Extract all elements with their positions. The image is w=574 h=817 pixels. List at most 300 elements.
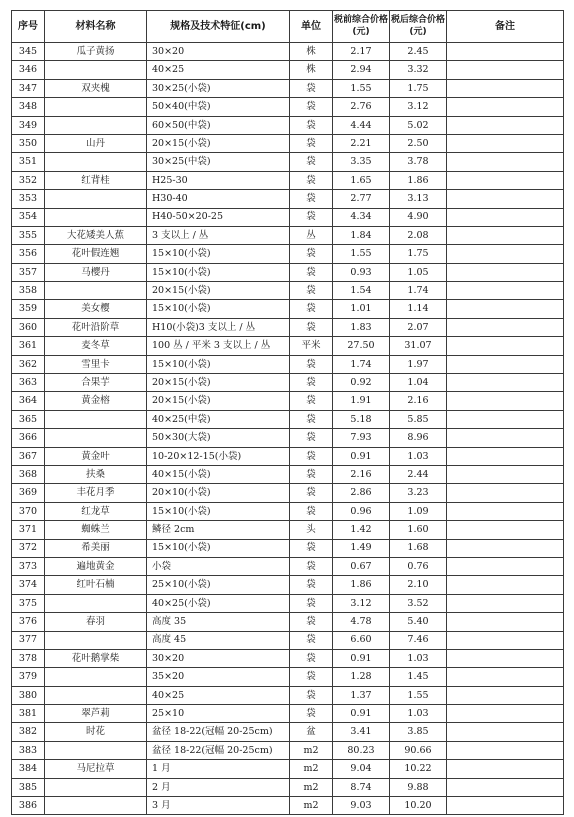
pretax-price: 1.86 [333, 576, 390, 594]
spec-cell: H10(小袋)3 支以上 / 丛 [147, 318, 290, 336]
material-name: 美女樱 [45, 300, 147, 318]
unit-cell: 袋 [290, 484, 333, 502]
aftertax-price: 1.03 [390, 705, 447, 723]
note-cell [447, 410, 564, 428]
row-number: 364 [12, 392, 45, 410]
unit-cell: 袋 [290, 374, 333, 392]
material-name: 山丹 [45, 134, 147, 152]
pretax-price: 0.96 [333, 502, 390, 520]
material-name: 红龙草 [45, 502, 147, 520]
aftertax-price: 3.12 [390, 98, 447, 116]
note-cell [447, 668, 564, 686]
row-number: 385 [12, 778, 45, 796]
spec-cell: 25×10(小袋) [147, 576, 290, 594]
note-cell [447, 263, 564, 281]
pretax-price: 80.23 [333, 741, 390, 759]
note-cell [447, 686, 564, 704]
header-pretax-unit: (元) [352, 26, 370, 37]
material-name: 黄金榕 [45, 392, 147, 410]
aftertax-price: 31.07 [390, 337, 447, 355]
row-number: 358 [12, 282, 45, 300]
aftertax-price: 1.86 [390, 171, 447, 189]
spec-cell: 30×20 [147, 649, 290, 667]
note-cell [447, 61, 564, 79]
table-row [12, 374, 564, 392]
spec-cell: 15×10(小袋) [147, 539, 290, 557]
unit-cell: 袋 [290, 318, 333, 336]
row-number: 384 [12, 760, 45, 778]
spec-cell: 50×30(大袋) [147, 429, 290, 447]
aftertax-price: 2.10 [390, 576, 447, 594]
unit-cell: 袋 [290, 613, 333, 631]
material-name: 花叶沿阶草 [45, 318, 147, 336]
pretax-price: 1.55 [333, 79, 390, 97]
table-row [12, 355, 564, 373]
note-cell [447, 778, 564, 796]
aftertax-price: 4.90 [390, 208, 447, 226]
spec-cell: H30-40 [147, 190, 290, 208]
pretax-price: 27.50 [333, 337, 390, 355]
material-name: 扶桑 [45, 465, 147, 483]
spec-cell: 小袋 [147, 557, 290, 575]
note-cell [447, 631, 564, 649]
spec-cell: 高度 45 [147, 631, 290, 649]
note-cell [447, 208, 564, 226]
aftertax-price: 2.45 [390, 43, 447, 61]
material-name [45, 410, 147, 428]
aftertax-price: 7.46 [390, 631, 447, 649]
aftertax-price: 1.55 [390, 686, 447, 704]
spec-cell: 10-20×12-15(小袋) [147, 447, 290, 465]
table-row [12, 392, 564, 410]
table-row [12, 208, 564, 226]
header-name: 材料名称 [45, 11, 147, 43]
table-row [12, 171, 564, 189]
aftertax-price: 1.14 [390, 300, 447, 318]
pretax-price: 2.16 [333, 465, 390, 483]
note-cell [447, 79, 564, 97]
row-number: 362 [12, 355, 45, 373]
pretax-price: 1.83 [333, 318, 390, 336]
note-cell [447, 429, 564, 447]
material-name: 双夹槐 [45, 79, 147, 97]
aftertax-price: 1.75 [390, 79, 447, 97]
unit-cell: 袋 [290, 116, 333, 134]
unit-cell: 袋 [290, 594, 333, 612]
aftertax-price: 2.08 [390, 226, 447, 244]
pretax-price: 0.93 [333, 263, 390, 281]
unit-cell: 丛 [290, 226, 333, 244]
note-cell [447, 282, 564, 300]
pretax-price: 1.55 [333, 245, 390, 263]
table-row [12, 79, 564, 97]
material-name: 黄金叶 [45, 447, 147, 465]
aftertax-price: 1.60 [390, 521, 447, 539]
unit-cell: 袋 [290, 282, 333, 300]
unit-cell: 袋 [290, 465, 333, 483]
material-name [45, 153, 147, 171]
row-number: 374 [12, 576, 45, 594]
pretax-price: 4.78 [333, 613, 390, 631]
material-name: 蜘蛛兰 [45, 521, 147, 539]
spec-cell: 100 丛 / 平米 3 支以上 / 丛 [147, 337, 290, 355]
unit-cell: 袋 [290, 134, 333, 152]
table-row [12, 245, 564, 263]
unit-cell: 袋 [290, 79, 333, 97]
material-name: 马樱丹 [45, 263, 147, 281]
note-cell [447, 797, 564, 815]
row-number: 363 [12, 374, 45, 392]
spec-cell: 60×50(中袋) [147, 116, 290, 134]
material-name [45, 282, 147, 300]
header-pretax-price [333, 11, 390, 43]
aftertax-price: 1.03 [390, 649, 447, 667]
table-row [12, 778, 564, 796]
pretax-price: 6.60 [333, 631, 390, 649]
row-number: 366 [12, 429, 45, 447]
material-name: 大花矮美人蕉 [45, 226, 147, 244]
pretax-price: 1.65 [333, 171, 390, 189]
material-name [45, 741, 147, 759]
note-cell [447, 741, 564, 759]
material-name: 雪里卡 [45, 355, 147, 373]
table-row [12, 668, 564, 686]
row-number: 378 [12, 649, 45, 667]
table-row [12, 557, 564, 575]
material-name: 红叶石楠 [45, 576, 147, 594]
table-row [12, 190, 564, 208]
material-name: 希美丽 [45, 539, 147, 557]
unit-cell: 袋 [290, 300, 333, 318]
note-cell [447, 190, 564, 208]
row-number: 350 [12, 134, 45, 152]
aftertax-price: 2.16 [390, 392, 447, 410]
spec-cell: 15×10(小袋) [147, 300, 290, 318]
unit-cell: 袋 [290, 705, 333, 723]
header-aftertax-unit: (元) [409, 26, 427, 37]
material-name [45, 61, 147, 79]
row-number: 379 [12, 668, 45, 686]
material-name [45, 631, 147, 649]
unit-cell: 袋 [290, 429, 333, 447]
material-name: 遍地黄金 [45, 557, 147, 575]
table-row [12, 686, 564, 704]
row-number: 380 [12, 686, 45, 704]
aftertax-price: 3.52 [390, 594, 447, 612]
pretax-price: 0.91 [333, 447, 390, 465]
spec-cell: 30×25(中袋) [147, 153, 290, 171]
table-row [12, 153, 564, 171]
spec-cell: 40×15(小袋) [147, 465, 290, 483]
row-number: 349 [12, 116, 45, 134]
aftertax-price: 10.20 [390, 797, 447, 815]
note-cell [447, 374, 564, 392]
aftertax-price: 3.78 [390, 153, 447, 171]
unit-cell: 盆 [290, 723, 333, 741]
material-name [45, 429, 147, 447]
spec-cell: 40×25(小袋) [147, 594, 290, 612]
row-number: 351 [12, 153, 45, 171]
note-cell [447, 613, 564, 631]
row-number: 360 [12, 318, 45, 336]
spec-cell: 40×25 [147, 686, 290, 704]
row-number: 386 [12, 797, 45, 815]
spec-cell: 15×10(小袋) [147, 502, 290, 520]
spec-cell: 20×15(小袋) [147, 134, 290, 152]
header-no: 序号 [12, 11, 45, 43]
header-pretax-label: 税前综合价格 [333, 15, 388, 26]
note-cell [447, 337, 564, 355]
pretax-price: 5.18 [333, 410, 390, 428]
note-cell [447, 245, 564, 263]
aftertax-price: 1.04 [390, 374, 447, 392]
note-cell [447, 760, 564, 778]
row-number: 383 [12, 741, 45, 759]
aftertax-price: 5.40 [390, 613, 447, 631]
pretax-price: 2.77 [333, 190, 390, 208]
unit-cell: 袋 [290, 447, 333, 465]
aftertax-price: 2.50 [390, 134, 447, 152]
unit-cell: 袋 [290, 171, 333, 189]
table-row [12, 116, 564, 134]
note-cell [447, 171, 564, 189]
row-number: 353 [12, 190, 45, 208]
table-row [12, 797, 564, 815]
unit-cell: 头 [290, 521, 333, 539]
spec-cell: 鳞径 2cm [147, 521, 290, 539]
table-row [12, 337, 564, 355]
note-cell [447, 723, 564, 741]
table-row [12, 613, 564, 631]
header-aftertax-price [390, 11, 447, 43]
note-cell [447, 447, 564, 465]
pretax-price: 8.74 [333, 778, 390, 796]
row-number: 371 [12, 521, 45, 539]
pretax-price: 1.91 [333, 392, 390, 410]
table-row [12, 502, 564, 520]
pretax-price: 9.04 [333, 760, 390, 778]
table-row [12, 98, 564, 116]
material-name: 花叶鹅掌柴 [45, 649, 147, 667]
aftertax-price: 1.09 [390, 502, 447, 520]
note-cell [447, 43, 564, 61]
row-number: 372 [12, 539, 45, 557]
aftertax-price: 90.66 [390, 741, 447, 759]
table-row [12, 465, 564, 483]
unit-cell: 袋 [290, 631, 333, 649]
aftertax-price: 2.07 [390, 318, 447, 336]
spec-cell: 2 月 [147, 778, 290, 796]
table-row [12, 521, 564, 539]
row-number: 345 [12, 43, 45, 61]
pretax-price: 4.44 [333, 116, 390, 134]
spec-cell: 20×15(小袋) [147, 374, 290, 392]
spec-cell: 盆径 18-22(冠幅 20-25cm) [147, 723, 290, 741]
material-name [45, 797, 147, 815]
material-name: 瓜子黄扬 [45, 43, 147, 61]
aftertax-price: 10.22 [390, 760, 447, 778]
aftertax-price: 2.44 [390, 465, 447, 483]
aftertax-price: 9.88 [390, 778, 447, 796]
aftertax-price: 1.05 [390, 263, 447, 281]
row-number: 365 [12, 410, 45, 428]
unit-cell: 袋 [290, 392, 333, 410]
spec-cell: 50×40(中袋) [147, 98, 290, 116]
unit-cell: m2 [290, 778, 333, 796]
row-number: 359 [12, 300, 45, 318]
spec-cell: 20×15(小袋) [147, 282, 290, 300]
material-name: 翠芦莉 [45, 705, 147, 723]
spec-cell: 盆径 18-22(冠幅 20-25cm) [147, 741, 290, 759]
table-row [12, 631, 564, 649]
unit-cell: m2 [290, 797, 333, 815]
unit-cell: 袋 [290, 245, 333, 263]
note-cell [447, 116, 564, 134]
unit-cell: 袋 [290, 410, 333, 428]
table-row [12, 134, 564, 152]
material-name [45, 778, 147, 796]
aftertax-price: 1.45 [390, 668, 447, 686]
note-cell [447, 98, 564, 116]
table-row [12, 705, 564, 723]
unit-cell: 袋 [290, 576, 333, 594]
unit-cell: 袋 [290, 355, 333, 373]
row-number: 368 [12, 465, 45, 483]
spec-cell: 3 月 [147, 797, 290, 815]
table-row [12, 539, 564, 557]
table-row [12, 741, 564, 759]
row-number: 347 [12, 79, 45, 97]
note-cell [447, 594, 564, 612]
material-name [45, 668, 147, 686]
row-number: 369 [12, 484, 45, 502]
pretax-price: 1.49 [333, 539, 390, 557]
row-number: 367 [12, 447, 45, 465]
note-cell [447, 355, 564, 373]
pretax-price: 0.92 [333, 374, 390, 392]
pretax-price: 9.03 [333, 797, 390, 815]
row-number: 348 [12, 98, 45, 116]
pretax-price: 1.54 [333, 282, 390, 300]
note-cell [447, 557, 564, 575]
row-number: 376 [12, 613, 45, 631]
row-number: 373 [12, 557, 45, 575]
unit-cell: 袋 [290, 557, 333, 575]
unit-cell: 袋 [290, 686, 333, 704]
aftertax-price: 5.85 [390, 410, 447, 428]
header-aftertax-label: 税后综合价格 [390, 15, 445, 26]
row-number: 357 [12, 263, 45, 281]
aftertax-price: 0.76 [390, 557, 447, 575]
table-row [12, 484, 564, 502]
pretax-price: 1.37 [333, 686, 390, 704]
note-cell [447, 705, 564, 723]
header-unit: 单位 [290, 11, 333, 43]
row-number: 346 [12, 61, 45, 79]
spec-cell: 35×20 [147, 668, 290, 686]
spec-cell: 30×20 [147, 43, 290, 61]
header-spec: 规格及技术特征(cm) [147, 11, 290, 43]
unit-cell: 平米 [290, 337, 333, 355]
pretax-price: 7.93 [333, 429, 390, 447]
material-name: 红背桂 [45, 171, 147, 189]
material-name: 麦冬草 [45, 337, 147, 355]
spec-cell: 25×10 [147, 705, 290, 723]
aftertax-price: 1.97 [390, 355, 447, 373]
table-row [12, 649, 564, 667]
unit-cell: m2 [290, 760, 333, 778]
unit-cell: m2 [290, 741, 333, 759]
table-body [12, 43, 564, 815]
row-number: 361 [12, 337, 45, 355]
note-cell [447, 502, 564, 520]
table-row [12, 263, 564, 281]
spec-cell: 15×10(小袋) [147, 263, 290, 281]
row-number: 377 [12, 631, 45, 649]
spec-cell: 30×25(小袋) [147, 79, 290, 97]
aftertax-price: 1.75 [390, 245, 447, 263]
aftertax-price: 3.32 [390, 61, 447, 79]
material-name: 时花 [45, 723, 147, 741]
pretax-price: 2.94 [333, 61, 390, 79]
unit-cell: 袋 [290, 190, 333, 208]
aftertax-price: 3.13 [390, 190, 447, 208]
table-row [12, 760, 564, 778]
note-cell [447, 649, 564, 667]
table-row [12, 300, 564, 318]
spec-cell: 1 月 [147, 760, 290, 778]
table-row [12, 576, 564, 594]
note-cell [447, 318, 564, 336]
material-name: 花叶假连翘 [45, 245, 147, 263]
spec-cell: 3 支以上 / 丛 [147, 226, 290, 244]
material-name: 丰花月季 [45, 484, 147, 502]
header-note: 备注 [447, 11, 564, 43]
aftertax-price: 3.23 [390, 484, 447, 502]
table-row [12, 429, 564, 447]
row-number: 375 [12, 594, 45, 612]
unit-cell: 袋 [290, 263, 333, 281]
material-name [45, 116, 147, 134]
aftertax-price: 1.74 [390, 282, 447, 300]
unit-cell: 袋 [290, 153, 333, 171]
pretax-price: 2.21 [333, 134, 390, 152]
unit-cell: 袋 [290, 668, 333, 686]
aftertax-price: 8.96 [390, 429, 447, 447]
note-cell [447, 576, 564, 594]
pretax-price: 3.35 [333, 153, 390, 171]
material-name [45, 686, 147, 704]
note-cell [447, 484, 564, 502]
note-cell [447, 465, 564, 483]
table-row [12, 226, 564, 244]
pretax-price: 3.41 [333, 723, 390, 741]
table-row [12, 447, 564, 465]
spec-cell: H25-30 [147, 171, 290, 189]
row-number: 370 [12, 502, 45, 520]
price-table-container [11, 10, 564, 815]
material-name: 马尼拉草 [45, 760, 147, 778]
unit-cell: 袋 [290, 539, 333, 557]
row-number: 352 [12, 171, 45, 189]
spec-cell: 15×10(小袋) [147, 355, 290, 373]
note-cell [447, 226, 564, 244]
material-name [45, 98, 147, 116]
unit-cell: 袋 [290, 208, 333, 226]
material-name: 春羽 [45, 613, 147, 631]
spec-cell: 40×25(中袋) [147, 410, 290, 428]
pretax-price: 1.84 [333, 226, 390, 244]
